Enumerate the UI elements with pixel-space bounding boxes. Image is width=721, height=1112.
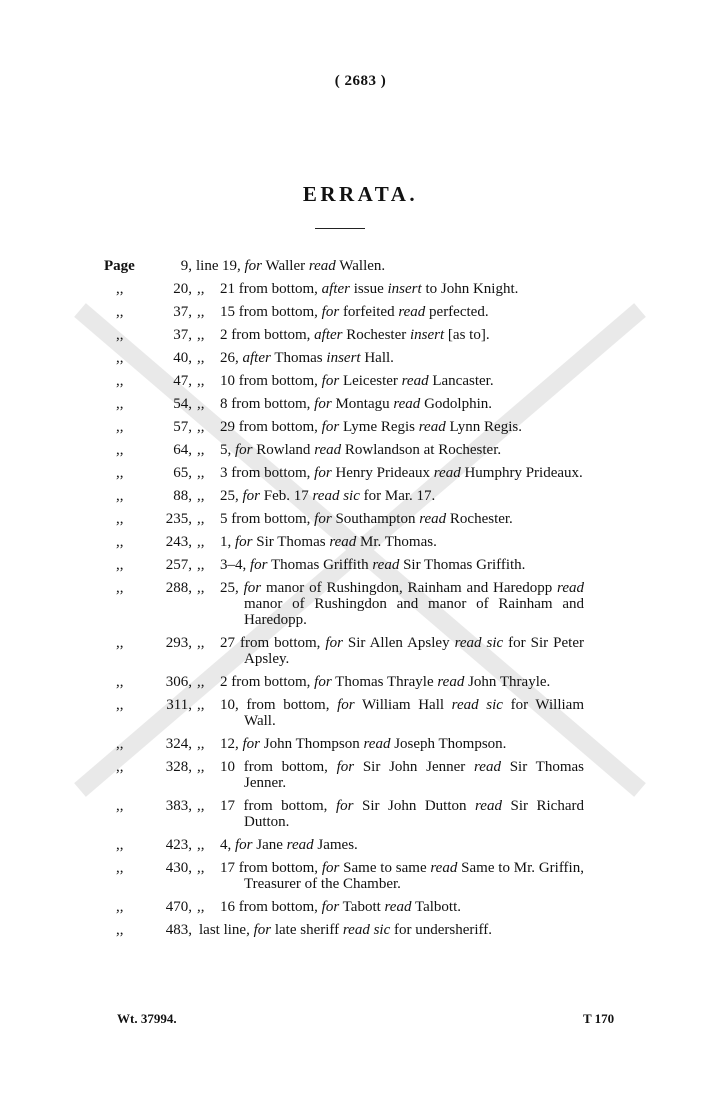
page-ref: 328, — [165, 759, 192, 775]
line-ditto-mark: ,, — [197, 511, 205, 527]
ditto-mark: ,, — [116, 281, 124, 297]
line-ditto-mark: ,, — [197, 419, 205, 435]
page-ref: 57, — [173, 419, 192, 435]
page-ref: 54, — [173, 396, 192, 412]
page-ref: 257, — [165, 557, 192, 573]
page-ref: 20, — [173, 281, 192, 297]
line-ditto-mark: ,, — [197, 534, 205, 550]
line-ditto-mark: ,, — [197, 557, 205, 573]
ditto-mark: ,, — [116, 396, 124, 412]
page-ref: 243, — [165, 534, 192, 550]
line-ditto-mark: ,, — [197, 837, 205, 853]
correction-text: 16 from bottom, for Tabott read Talbott. — [220, 899, 461, 915]
correction-text: 1, for Sir Thomas read Mr. Thomas. — [220, 534, 437, 550]
correction-text: 10 from bottom, for Sir John Jenner read Sir Thomas Jenner. — [220, 759, 584, 791]
page-ref: 64, — [173, 442, 192, 458]
errata-entry — [0, 419, 721, 435]
line-ditto-mark: ,, — [197, 860, 205, 876]
line-ditto-mark: ,, — [197, 396, 205, 412]
line-ditto-mark: ,, — [197, 350, 205, 366]
correction-text: 25, for manor of Rushingdon, Rainham and Haredopp read manor of Rushingdon and manor of Rainham and Haredopp. — [220, 580, 584, 628]
correction-text: 10 from bottom, for Leicester read Lancaster. — [220, 373, 494, 389]
page-ref: 423, — [165, 837, 192, 853]
correction-text: 4, for Jane read James. — [220, 837, 358, 853]
ditto-mark: ,, — [116, 350, 124, 366]
correction-text: 12, for John Thompson read Joseph Thompson. — [220, 736, 507, 752]
correction-text: 2 from bottom, after Rochester insert [as to]. — [220, 327, 490, 343]
correction-text: 21 from bottom, after issue insert to John Knight. — [220, 281, 519, 297]
ditto-mark: ,, — [116, 534, 124, 550]
errata-entry — [0, 674, 721, 690]
page-ref: 37, — [173, 327, 192, 343]
page-ref: 430, — [165, 860, 192, 876]
page-number: ( 2683 ) — [334, 73, 387, 89]
page-ref: 288, — [165, 580, 192, 596]
errata-entry — [0, 396, 721, 412]
correction-text: 19, for Waller read Wallen. — [222, 258, 386, 274]
footer-print-code: Wt. 37994. — [117, 1011, 177, 1026]
correction-text: 3 from bottom, for Henry Prideaux read Humphry Prideaux. — [220, 465, 583, 481]
errata-entry — [0, 373, 721, 389]
errata-entry — [0, 511, 721, 527]
line-ditto-mark: ,, — [197, 373, 205, 389]
line-ditto-mark: ,, — [197, 580, 205, 596]
ditto-mark: ,, — [116, 837, 124, 853]
page-label: Page — [104, 258, 135, 274]
line-ditto-mark: ,, — [197, 442, 205, 458]
correction-text: 8 from bottom, for Montagu read Godolphin. — [220, 396, 492, 412]
page-ref: 306, — [165, 674, 192, 690]
correction-text: 5 from bottom, for Southampton read Rochester. — [220, 511, 513, 527]
errata-entry — [0, 635, 721, 667]
line-ditto-mark: ,, — [197, 674, 205, 690]
line-label: line — [196, 258, 219, 274]
ditto-mark: ,, — [116, 511, 124, 527]
ditto-mark: ,, — [116, 488, 124, 504]
ditto-mark: ,, — [116, 697, 124, 713]
ditto-mark: ,, — [116, 419, 124, 435]
correction-text: 29 from bottom, for Lyme Regis read Lynn Regis. — [220, 419, 522, 435]
ditto-mark: ,, — [116, 674, 124, 690]
page-ref: 47, — [173, 373, 192, 389]
ditto-mark: ,, — [116, 922, 124, 938]
errata-entry — [0, 922, 721, 938]
line-ditto-mark: ,, — [197, 899, 205, 915]
page-ref: 88, — [173, 488, 192, 504]
page-ref: 311, — [166, 697, 192, 713]
errata-entry — [0, 258, 721, 274]
errata-entry — [0, 697, 721, 729]
page-ref: 324, — [165, 736, 192, 752]
correction-text: 17 from bottom, for Sir John Dutton read Sir Richard Dutton. — [220, 798, 584, 830]
correction-text: 27 from bottom, for Sir Allen Apsley read sic for Sir Peter Apsley. — [220, 635, 584, 667]
page-ref: 235, — [165, 511, 192, 527]
errata-entry — [0, 837, 721, 853]
errata-entry — [0, 798, 721, 830]
ditto-mark: ,, — [116, 442, 124, 458]
line-ditto-mark: ,, — [197, 759, 205, 775]
ditto-mark: ,, — [116, 635, 124, 651]
page-ref: 483, — [165, 922, 192, 938]
errata-entry — [0, 350, 721, 366]
correction-text: 2 from bottom, for Thomas Thrayle read John Thrayle. — [220, 674, 551, 690]
correction-text: 25, for Feb. 17 read sic for Mar. 17. — [220, 488, 436, 504]
page-ref: 40, — [173, 350, 192, 366]
errata-entry — [0, 860, 721, 892]
correction-text: 3–4, for Thomas Griffith read Sir Thomas Griffith. — [220, 557, 526, 573]
line-ditto-mark: ,, — [197, 465, 205, 481]
errata-entry — [0, 534, 721, 550]
page-ref: 65, — [173, 465, 192, 481]
errata-entry — [0, 759, 721, 791]
ditto-mark: ,, — [116, 798, 124, 814]
line-ditto-mark: ,, — [197, 798, 205, 814]
ditto-mark: ,, — [116, 373, 124, 389]
correction-text: 5, for Rowland read Rowlandson at Rochester. — [220, 442, 502, 458]
line-ditto-mark: ,, — [197, 488, 205, 504]
line-ditto-mark: ,, — [197, 635, 205, 651]
ditto-mark: ,, — [116, 465, 124, 481]
ditto-mark: ,, — [116, 304, 124, 320]
errata-entry — [0, 580, 721, 628]
errata-entry — [0, 304, 721, 320]
errata-entry — [0, 557, 721, 573]
ditto-mark: ,, — [116, 557, 124, 573]
ditto-mark: ,, — [116, 327, 124, 343]
footer-reference: T 170 — [583, 1011, 615, 1026]
errata-list — [0, 258, 721, 945]
errata-entry — [0, 736, 721, 752]
ditto-mark: ,, — [116, 899, 124, 915]
correction-text: 15 from bottom, for forfeited read perfected. — [220, 304, 489, 320]
page-ref: 37, — [173, 304, 192, 320]
errata-entry — [0, 442, 721, 458]
correction-text: 17 from bottom, for Same to same read Same to Mr. Griffin, Treasurer of the Chamber. — [220, 860, 584, 892]
ditto-mark: ,, — [116, 580, 124, 596]
correction-text: last line, for late sheriff read sic for undersheriff. — [199, 922, 493, 938]
errata-entry — [0, 465, 721, 481]
page-ref: 470, — [165, 899, 192, 915]
correction-text: 26, after Thomas insert Hall. — [220, 350, 394, 366]
ditto-mark: ,, — [116, 736, 124, 752]
line-ditto-mark: ,, — [197, 304, 205, 320]
line-ditto-mark: ,, — [197, 736, 205, 752]
page-ref: 293, — [165, 635, 192, 651]
line-ditto-mark: ,, — [197, 281, 205, 297]
title-rule — [315, 228, 365, 229]
errata-entry — [0, 488, 721, 504]
errata-entry — [0, 281, 721, 297]
line-ditto-mark: ,, — [197, 697, 205, 713]
errata-entry — [0, 327, 721, 343]
ditto-mark: ,, — [116, 759, 124, 775]
errata-entry — [0, 899, 721, 915]
page-ref: 9, — [180, 258, 192, 274]
correction-text: 10, from bottom, for William Hall read sic for William Wall. — [220, 697, 584, 729]
page-title: ERRATA. — [302, 182, 419, 206]
ditto-mark: ,, — [116, 860, 124, 876]
page-ref: 383, — [165, 798, 192, 814]
line-ditto-mark: ,, — [197, 327, 205, 343]
